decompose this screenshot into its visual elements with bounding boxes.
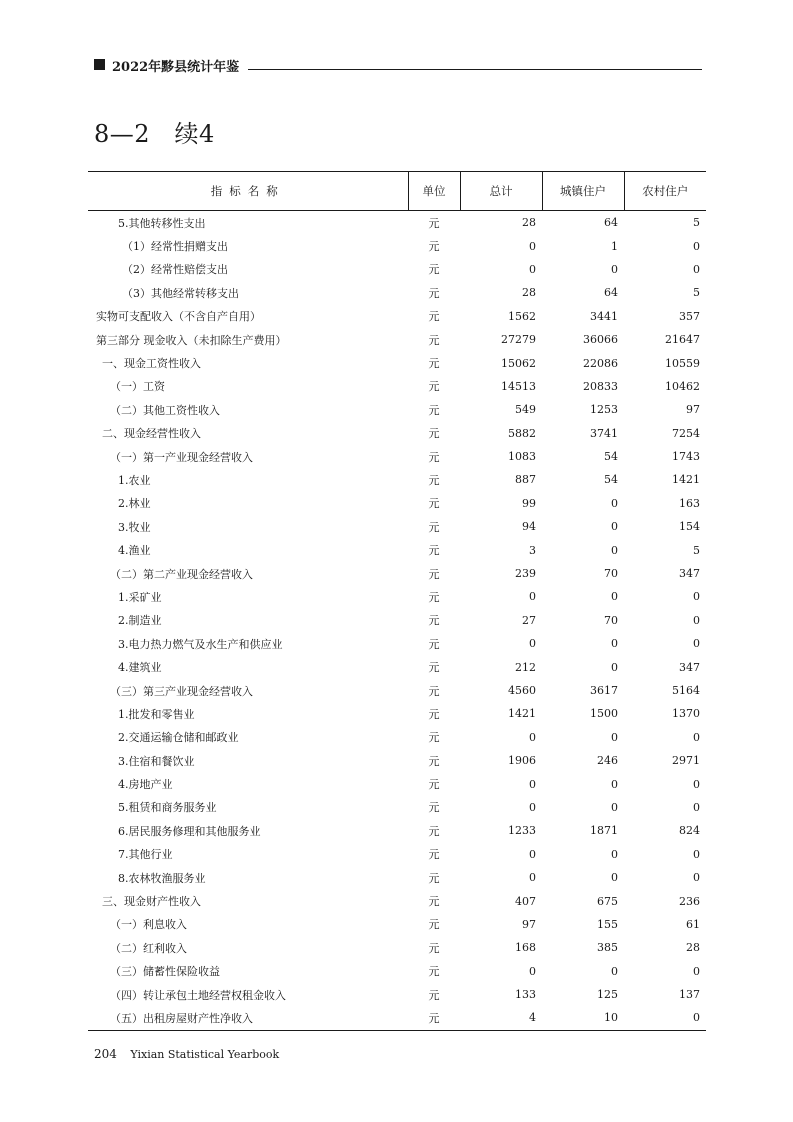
indicator-name: （一）利息收入 <box>110 918 187 932</box>
rural-value: 61 <box>686 917 700 931</box>
indicator-name: （三）第三产业现金经营收入 <box>110 684 253 698</box>
unit-cell: 元 <box>428 497 440 511</box>
urban-value: 1500 <box>590 707 618 721</box>
table-row <box>88 562 706 585</box>
indicator-name: 4.渔业 <box>118 544 151 558</box>
table-row <box>88 328 706 351</box>
urban-value: 3741 <box>590 426 618 440</box>
total-value: 14513 <box>501 379 536 393</box>
rural-value: 347 <box>679 660 700 674</box>
total-value: 97 <box>522 917 536 931</box>
table-row <box>88 211 706 235</box>
urban-value: 0 <box>611 730 618 744</box>
total-value: 27 <box>522 613 536 627</box>
unit-cell: 元 <box>428 918 440 932</box>
table-row <box>88 772 706 795</box>
total-value: 28 <box>522 286 536 300</box>
table-row <box>88 679 706 702</box>
total-value: 133 <box>515 988 536 1002</box>
rural-value: 5 <box>693 216 700 230</box>
rural-value: 7254 <box>672 426 700 440</box>
total-value: 549 <box>515 403 536 417</box>
urban-value: 0 <box>611 262 618 276</box>
column-header-rural: 农村住户 <box>624 172 706 211</box>
unit-cell: 元 <box>428 895 440 909</box>
rural-value: 2971 <box>672 754 700 768</box>
table-row <box>88 515 706 538</box>
indicator-name: 2.林业 <box>118 497 151 511</box>
unit-cell: 元 <box>428 216 440 230</box>
rural-value: 357 <box>679 309 700 323</box>
urban-value: 54 <box>604 450 618 464</box>
indicator-name: （2）经常性赔偿支出 <box>122 263 228 277</box>
table-row <box>88 234 706 257</box>
indicator-name: 1.农业 <box>118 473 151 487</box>
urban-value: 22086 <box>583 356 618 370</box>
table-row <box>88 655 706 678</box>
urban-value: 0 <box>611 800 618 814</box>
table-row <box>88 305 706 328</box>
indicator-name: （四）转让承包土地经营权租金收入 <box>110 988 286 1002</box>
table-row <box>88 445 706 468</box>
header-row <box>88 172 706 211</box>
rural-value: 0 <box>693 730 700 744</box>
total-value: 0 <box>529 847 536 861</box>
column-header-indicator: 指标名称 <box>88 172 408 211</box>
total-value: 3 <box>529 543 536 557</box>
total-value: 15062 <box>501 356 536 370</box>
unit-cell: 元 <box>428 988 440 1002</box>
urban-value: 36066 <box>583 333 618 347</box>
indicator-name: 4.房地产业 <box>118 778 173 792</box>
unit-cell: 元 <box>428 357 440 371</box>
unit-cell: 元 <box>428 637 440 651</box>
table-row <box>88 866 706 889</box>
unit-cell: 元 <box>428 707 440 721</box>
table-row <box>88 351 706 374</box>
indicator-name: （三）储蓄性保险收益 <box>110 965 220 979</box>
urban-value: 70 <box>604 567 618 581</box>
total-value: 0 <box>529 262 536 276</box>
header-rule <box>248 69 702 70</box>
urban-value: 64 <box>604 286 618 300</box>
rural-value: 10462 <box>665 379 700 393</box>
unit-cell: 元 <box>428 661 440 675</box>
indicator-name: （1）经常性捐赠支出 <box>122 240 228 254</box>
unit-cell: 元 <box>428 473 440 487</box>
table-row <box>88 936 706 959</box>
indicator-name: 7.其他行业 <box>118 848 173 862</box>
page-number: 204 <box>94 1047 117 1061</box>
unit-cell: 元 <box>428 778 440 792</box>
indicator-name: 一、现金工资性收入 <box>102 357 201 371</box>
urban-value: 0 <box>611 871 618 885</box>
rural-value: 97 <box>686 403 700 417</box>
unit-cell: 元 <box>428 590 440 604</box>
unit-cell: 元 <box>428 848 440 862</box>
table-row <box>88 819 706 842</box>
unit-cell: 元 <box>428 333 440 347</box>
unit-cell: 元 <box>428 427 440 441</box>
indicator-name: 实物可支配收入（不含自产自用） <box>96 310 261 324</box>
table-row <box>88 375 706 398</box>
urban-value: 155 <box>597 917 618 931</box>
table-row <box>88 960 706 983</box>
rural-value: 1743 <box>672 450 700 464</box>
urban-value: 3617 <box>590 684 618 697</box>
total-value: 212 <box>515 660 536 674</box>
urban-value: 675 <box>597 894 618 908</box>
indicator-name: 3.牧业 <box>118 520 151 534</box>
urban-value: 0 <box>611 590 618 604</box>
indicator-name: （二）第二产业现金经营收入 <box>110 567 253 581</box>
table-row <box>88 889 706 912</box>
total-value: 168 <box>515 941 536 955</box>
total-value: 0 <box>529 730 536 744</box>
column-header-urban: 城镇住户 <box>542 172 624 211</box>
indicator-name: 5.其他转移性支出 <box>118 216 206 230</box>
indicator-name: （3）其他经常转移支出 <box>122 286 239 300</box>
unit-cell: 元 <box>428 520 440 534</box>
column-header-unit: 单位 <box>408 172 460 211</box>
total-value: 0 <box>529 637 536 651</box>
rural-value: 0 <box>693 613 700 627</box>
total-value: 5882 <box>508 426 536 440</box>
total-value: 0 <box>529 800 536 814</box>
table-row <box>88 258 706 281</box>
rural-value: 0 <box>693 847 700 861</box>
rural-value: 0 <box>693 964 700 978</box>
rural-value: 347 <box>679 567 700 581</box>
total-value: 1421 <box>508 707 536 721</box>
indicator-name: 3.电力热力燃气及水生产和供应业 <box>118 637 283 651</box>
urban-value: 1 <box>611 239 618 253</box>
total-value: 94 <box>522 520 536 534</box>
table-row <box>88 749 706 772</box>
total-value: 407 <box>515 894 536 908</box>
publication-name: Yixian Statistical Yearbook <box>130 1048 280 1061</box>
indicator-name: 6.居民服务修理和其他服务业 <box>118 824 261 838</box>
urban-value: 1871 <box>590 824 618 838</box>
column-header-total: 总计 <box>460 172 542 211</box>
table-body <box>88 211 706 1031</box>
rural-value: 5 <box>693 543 700 557</box>
table-header <box>88 172 706 211</box>
unit-cell: 元 <box>428 965 440 979</box>
table-row <box>88 843 706 866</box>
indicator-name: 1.采矿业 <box>118 590 162 604</box>
table-row <box>88 726 706 749</box>
indicator-name: （一）工资 <box>110 380 165 394</box>
rural-value: 0 <box>693 262 700 276</box>
indicator-name: 二、现金经营性收入 <box>102 427 201 441</box>
total-value: 0 <box>529 239 536 253</box>
table-row <box>88 492 706 515</box>
unit-cell: 元 <box>428 380 440 394</box>
table-row <box>88 796 706 819</box>
total-value: 1083 <box>508 450 536 464</box>
unit-cell: 元 <box>428 544 440 558</box>
unit-cell: 元 <box>428 941 440 955</box>
unit-cell: 元 <box>428 567 440 581</box>
urban-value: 1253 <box>590 403 618 417</box>
running-header <box>90 56 702 76</box>
indicator-name: 5.租赁和商务服务业 <box>118 801 217 815</box>
total-value: 4 <box>460 1006 542 1030</box>
unit-cell: 元 <box>428 310 440 324</box>
unit-cell: 元 <box>428 403 440 417</box>
urban-value: 0 <box>611 543 618 557</box>
rural-value: 21647 <box>665 333 700 347</box>
total-value: 99 <box>522 496 536 510</box>
rural-value: 0 <box>693 637 700 651</box>
unit-cell: 元 <box>428 286 440 300</box>
rural-value: 1421 <box>672 473 700 487</box>
total-value: 1562 <box>508 309 536 323</box>
table-row <box>88 281 706 304</box>
unit-cell: 元 <box>428 801 440 815</box>
indicator-name: （二）其他工资性收入 <box>110 403 220 417</box>
indicator-name: （二）红利收入 <box>110 941 187 955</box>
total-value: 1906 <box>508 754 536 768</box>
rural-value: 5164 <box>672 684 700 697</box>
unit-cell: 元 <box>428 263 440 277</box>
table-row <box>88 609 706 632</box>
total-value: 0 <box>529 777 536 791</box>
urban-value: 0 <box>611 496 618 510</box>
total-value: 0 <box>529 590 536 604</box>
rural-value: 163 <box>679 496 700 510</box>
indicator-name: 8.农林牧渔服务业 <box>118 871 206 885</box>
total-value: 0 <box>529 871 536 885</box>
indicator-name: 2.制造业 <box>118 614 162 628</box>
indicator-name: 三、现金财产性收入 <box>102 895 201 909</box>
rural-value: 0 <box>624 1006 706 1030</box>
total-value: 28 <box>522 216 536 230</box>
indicator-name: 2.交通运输仓储和邮政业 <box>118 731 239 745</box>
rural-value: 0 <box>693 239 700 253</box>
table-row <box>88 585 706 608</box>
table-row <box>88 632 706 655</box>
page-footer <box>94 1047 279 1061</box>
income-table <box>88 171 706 1031</box>
rural-value: 28 <box>686 941 700 955</box>
urban-value: 246 <box>597 754 618 768</box>
rural-value: 5 <box>693 286 700 300</box>
urban-value: 10 <box>542 1006 624 1030</box>
unit-cell: 元 <box>428 614 440 628</box>
urban-value: 0 <box>611 777 618 791</box>
unit-cell: 元 <box>428 824 440 838</box>
table-row <box>88 468 706 491</box>
rural-value: 154 <box>679 520 700 534</box>
indicator-name: 3.住宿和餐饮业 <box>118 754 195 768</box>
rural-value: 10559 <box>665 356 700 370</box>
table-row <box>88 983 706 1006</box>
rural-value: 0 <box>693 777 700 791</box>
indicator-name: 第三部分 现金收入（未扣除生产费用） <box>96 333 287 347</box>
rural-value: 1370 <box>672 707 700 721</box>
urban-value: 385 <box>597 941 618 955</box>
total-value: 1233 <box>508 824 536 838</box>
indicator-name: （一）第一产业现金经营收入 <box>110 450 253 464</box>
total-value: 239 <box>515 567 536 581</box>
table-row <box>88 538 706 561</box>
table-row <box>88 398 706 421</box>
unit-cell: 元 <box>428 731 440 745</box>
indicator-name: 4.建筑业 <box>118 661 162 675</box>
total-value: 4560 <box>508 684 536 697</box>
rural-value: 0 <box>693 871 700 885</box>
table-row <box>88 702 706 725</box>
unit-cell: 元 <box>408 1006 460 1030</box>
urban-value: 3441 <box>590 309 618 323</box>
urban-value: 20833 <box>583 379 618 393</box>
table-row <box>88 422 706 445</box>
unit-cell: 元 <box>428 684 440 698</box>
urban-value: 0 <box>611 520 618 534</box>
rural-value: 824 <box>679 824 700 838</box>
header-square-mark <box>94 59 105 70</box>
urban-value: 64 <box>604 216 618 230</box>
unit-cell: 元 <box>428 450 440 464</box>
rural-value: 0 <box>693 590 700 604</box>
unit-cell: 元 <box>428 754 440 768</box>
rural-value: 137 <box>679 988 700 1002</box>
unit-cell: 元 <box>428 871 440 885</box>
urban-value: 0 <box>611 637 618 651</box>
urban-value: 0 <box>611 660 618 674</box>
indicator-name: 1.批发和零售业 <box>118 707 195 721</box>
urban-value: 70 <box>604 613 618 627</box>
total-value: 0 <box>529 964 536 978</box>
urban-value: 0 <box>611 964 618 978</box>
urban-value: 54 <box>604 473 618 487</box>
rural-value: 0 <box>693 800 700 814</box>
unit-cell: 元 <box>428 240 440 254</box>
urban-value: 125 <box>597 988 618 1002</box>
table-row <box>88 913 706 936</box>
indicator-name: （五）出租房屋财产性净收入 <box>88 1006 408 1030</box>
total-value: 887 <box>515 473 536 487</box>
urban-value: 0 <box>611 847 618 861</box>
rural-value: 236 <box>679 894 700 908</box>
total-value: 27279 <box>501 333 536 347</box>
table-row <box>88 1006 706 1030</box>
yearbook-title: 2022年黟县统计年鉴 <box>112 60 240 75</box>
table-title: 8—2 续4 <box>94 120 215 148</box>
